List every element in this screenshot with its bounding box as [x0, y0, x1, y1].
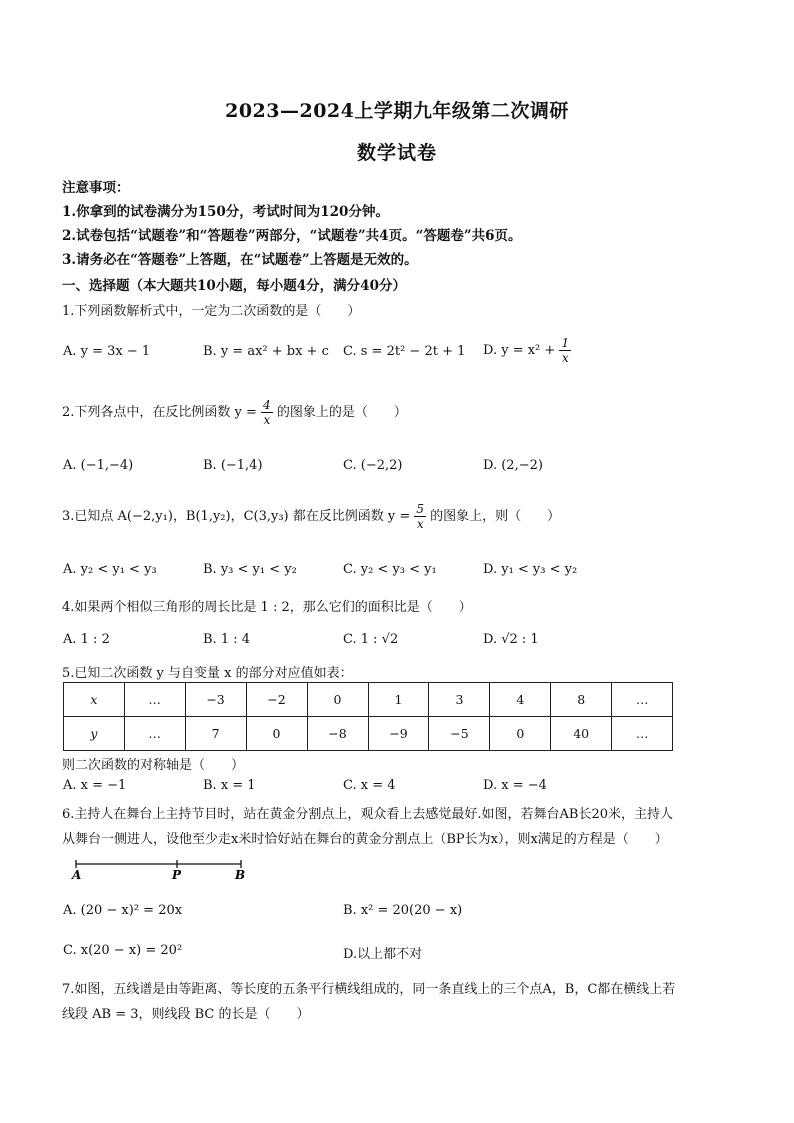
question-7-stem-line-1: 7.如图，五线谱是由等距离、等长度的五条平行横线组成的，同一条直线上的三个点A，B，C都在横线上若: [62, 982, 676, 997]
table-cell: …: [124, 683, 185, 717]
table-cell: 4: [490, 683, 551, 717]
question-5-option-b: B. x = 1: [203, 778, 256, 793]
table-cell: …: [124, 717, 185, 751]
question-1-option-d-fraction: [559, 336, 571, 365]
question-2-fraction: [261, 398, 273, 427]
table-cell: 0: [490, 717, 551, 751]
question-1-stem: 1.下列函数解析式中，一定为二次函数的是（ ）: [62, 304, 361, 319]
question-5-option-d: D. x = −4: [483, 778, 547, 793]
table-cell: 0: [246, 717, 307, 751]
notice-item-3: 3.请务必在“答题卷”上答题，在“试题卷”上答题是无效的。: [62, 252, 418, 268]
question-6-option-a: A. (20 − x)² = 20x: [63, 903, 183, 918]
question-6-option-b: B. x² = 20(20 − x): [343, 903, 463, 918]
exam-subtitle: 数学试卷: [356, 142, 437, 164]
question-6-stem-line-1: 6.主持人在舞台上主持节目时，站在黄金分割点上，观众看上去感觉最好.如图，若舞台AB长20米，主持人: [62, 807, 674, 822]
question-2-stem-pre: 2.下列各点中，在反比例函数 y =: [62, 405, 262, 420]
table-cell: 40: [551, 717, 612, 751]
table-cell: x: [64, 683, 125, 717]
fraction-numerator: 1: [561, 336, 570, 350]
question-1-option-b: B. y = ax² + bx + c: [203, 344, 329, 359]
question-2-option-c: C. (−2,2): [343, 458, 403, 473]
question-6-option-c: C. x(20 − x) = 20²: [63, 943, 183, 958]
fraction-denominator: x: [561, 351, 569, 365]
table-cell: 3: [429, 683, 490, 717]
label-p: P: [172, 868, 182, 882]
table-row-x: [64, 683, 673, 717]
question-4-stem: 4.如果两个相似三角形的周长比是 1 : 2，那么它们的面积比是（ ）: [62, 600, 472, 615]
table-cell: …: [612, 717, 673, 751]
notice-heading: 注意事项：: [62, 180, 130, 196]
question-2-option-a: A. (−1,−4): [63, 458, 134, 473]
label-b: B: [235, 868, 246, 882]
question-3-fraction: [414, 502, 426, 531]
question-6-stem-line-2: 从舞台一侧进人，设他至少走x米时恰好站在舞台的黄金分割点上（BP长为x），则x满足的方程是（ ）: [62, 832, 668, 847]
question-5-option-a: A. x = −1: [63, 778, 127, 793]
question-3-option-b: B. y₃ < y₁ < y₂: [203, 562, 297, 577]
question-3-option-d: D. y₁ < y₃ < y₂: [483, 562, 578, 577]
question-4-option-a: A. 1 : 2: [63, 632, 110, 647]
value-table: [63, 682, 673, 751]
question-6-option-d: D.以上都不对: [343, 947, 423, 962]
table-cell: −2: [246, 683, 307, 717]
question-4-option-d: D. √2 : 1: [483, 632, 539, 647]
fraction-denominator: x: [263, 413, 271, 427]
question-7-stem-line-2: 线段 AB = 3，则线段 BC 的长是（ ）: [62, 1007, 310, 1022]
table-cell: −8: [307, 717, 368, 751]
table-cell: 1: [368, 683, 429, 717]
question-3-stem-pre: 3.已知点 A(−2,y₁)，B(1,y₂)，C(3,y₃) 都在反比例函数 y =: [62, 509, 415, 524]
fraction-numerator: 5: [416, 502, 425, 516]
table-cell: 7: [185, 717, 246, 751]
question-2-stem: [62, 398, 407, 427]
question-2-option-d: D. (2,−2): [483, 458, 543, 473]
notice-item-2: 2.试卷包括“试题卷”和“答题卷”两部分，“试题卷”共4页。“答题卷”共6页。: [62, 228, 522, 244]
fraction-numerator: 4: [263, 398, 271, 412]
fraction-denominator: x: [416, 517, 424, 531]
question-5-option-c: C. x = 4: [343, 778, 396, 793]
question-3-option-a: A. y₂ < y₁ < y₃: [63, 562, 157, 577]
question-2-option-b: B. (−1,4): [203, 458, 263, 473]
notice-item-1: 1.你拿到的试卷满分为150分，考试时间为120分钟。: [62, 204, 389, 220]
table-cell: 8: [551, 683, 612, 717]
question-1-option-a: A. y = 3x − 1: [63, 344, 151, 359]
table-cell: 0: [307, 683, 368, 717]
question-2-stem-post: 的图象上的是（ ）: [272, 405, 407, 420]
label-a: A: [72, 868, 82, 882]
question-3-option-c: C. y₂ < y₃ < y₁: [343, 562, 437, 577]
question-4-option-c: C. 1 : √2: [343, 632, 399, 647]
question-5-followup: 则二次函数的对称轴是（ ）: [62, 758, 245, 773]
table-cell: −5: [429, 717, 490, 751]
table-cell: −9: [368, 717, 429, 751]
question-1-option-d-text: D. y = x² +: [483, 343, 560, 358]
table-cell: y: [64, 717, 125, 751]
exam-title: 2023—2024上学期九年级第二次调研: [225, 100, 569, 122]
table-row-y: [64, 717, 673, 751]
question-1-option-d: [483, 336, 571, 365]
question-4-option-b: B. 1 : 4: [203, 632, 251, 647]
question-3-stem: [62, 502, 560, 531]
question-3-stem-post: 的图象上，则（ ）: [426, 509, 561, 524]
table-cell: …: [612, 683, 673, 717]
section-heading: 一、选择题（本大题共10小题，每小题4分，满分40分）: [62, 278, 406, 294]
table-cell: −3: [185, 683, 246, 717]
question-5-stem: 5.已知二次函数 y 与自变量 x 的部分对应值如表：: [62, 666, 353, 681]
question-1-option-c: C. s = 2t² − 2t + 1: [343, 344, 466, 359]
